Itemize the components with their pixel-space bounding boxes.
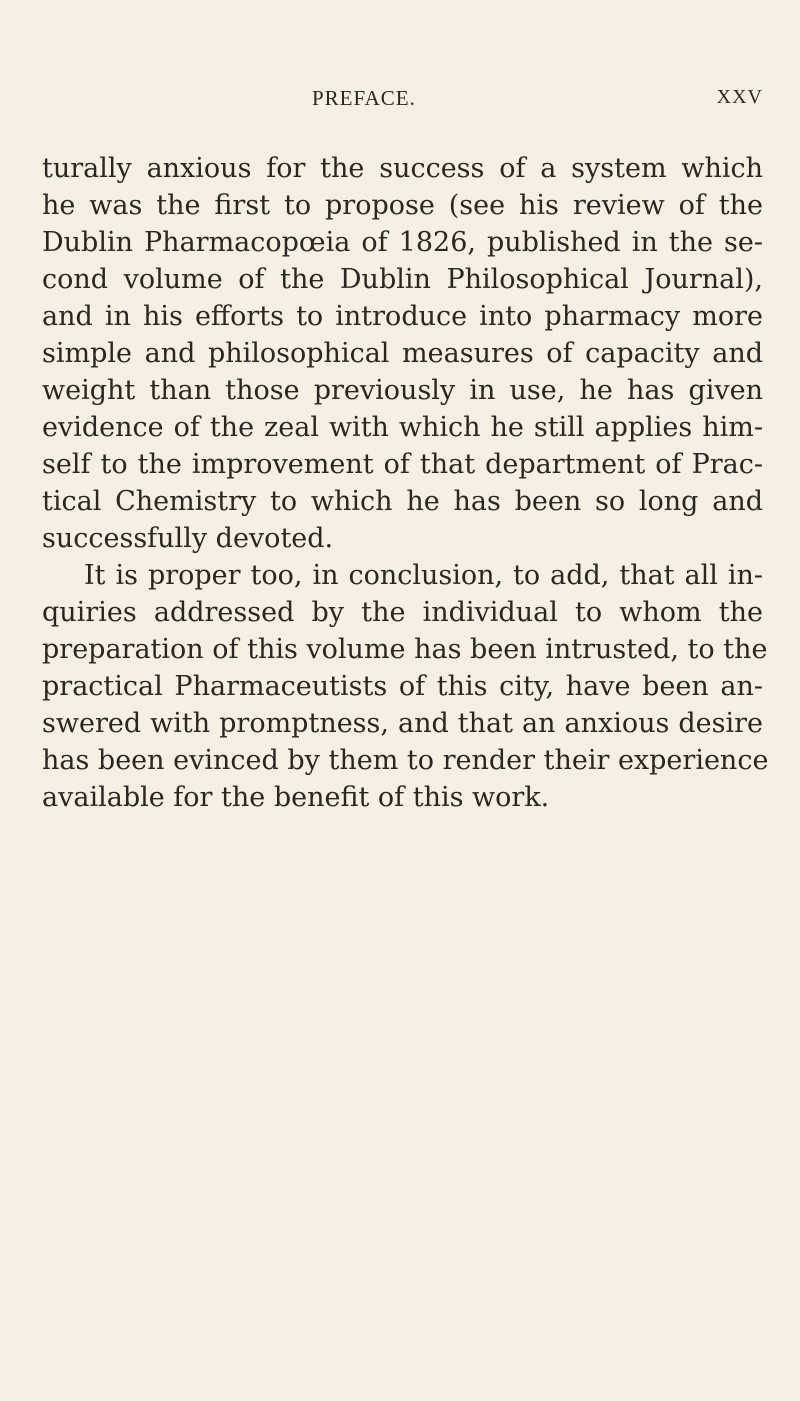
text-line: cond volume of the Dublin Philosophical Journal), [42,264,763,295]
text-line: evidence of the zeal with which he still applies him- [42,412,763,443]
text-line: has been evinced by them to render their experience [42,745,769,776]
page-number: XXV [716,86,763,108]
body-text [42,150,769,816]
text-line: Dublin Pharmacopœia of 1826, published in the se- [42,227,763,258]
text-line: quiries addressed by the individual to whom the [42,597,763,628]
text-line: It is proper too, in conclusion, to add, that all in- [84,560,763,591]
text-line: turally anxious for the success of a system which [42,153,763,184]
text-line: preparation of this volume has been intrusted, to the [42,634,768,665]
text-line: weight than those previously in use, he has given [42,375,763,406]
text-line: available for the benefit of this work. [42,782,550,813]
text-line: practical Pharmaceutists of this city, have been an- [42,671,763,702]
text-line: self to the improvement of that department of Prac- [42,449,763,480]
running-head: PREFACE. [312,86,416,110]
text-line: he was the first to propose (see his review of the [42,190,763,221]
text-line: simple and philosophical measures of capacity and [42,338,763,369]
text-line: successfully devoted. [42,523,334,554]
text-line: tical Chemistry to which he has been so long and [42,486,763,517]
page-header [42,84,763,124]
text-line: and in his efforts to introduce into pharmacy more [42,301,763,332]
text-line: swered with promptness, and that an anxious desire [42,708,763,739]
